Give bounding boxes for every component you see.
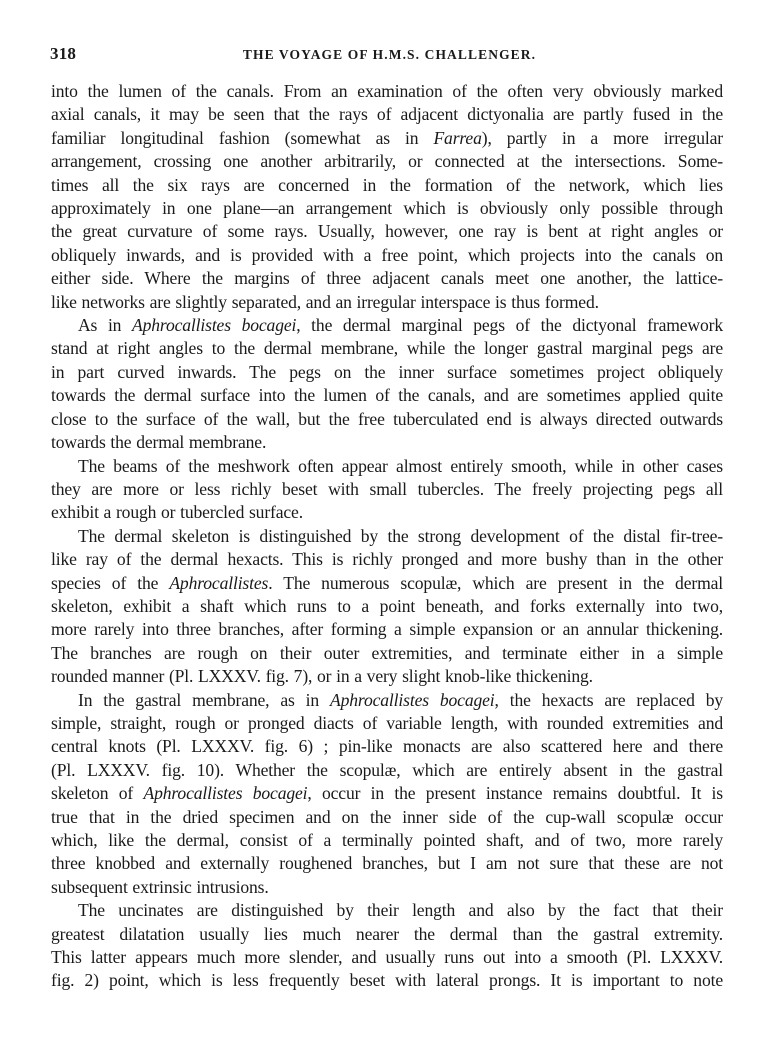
text-line xyxy=(51,899,723,922)
paragraph xyxy=(51,80,723,314)
text-run: either side. Where the margins of three adjacent canals meet one another, the lattice- xyxy=(51,268,723,289)
text-run: ), partly in a more irregular xyxy=(481,127,723,148)
text-line xyxy=(51,689,723,712)
text-run: In the gastral membrane, as in xyxy=(78,689,331,710)
text-run: into the lumen of the canals. From an examination of the often very obviously marked xyxy=(51,81,723,101)
text-run: towards the dermal membrane. xyxy=(51,432,267,453)
text-run: the great curvature of some rays. Usually, however, one ray is bent at right angles or xyxy=(51,221,723,242)
text-run: This latter appears much more slender, and usually runs out into a smooth (Pl. LXXXV. xyxy=(51,947,723,968)
italic-taxon-name: Aphrocallistes xyxy=(169,572,269,593)
text-line xyxy=(51,572,723,595)
text-line xyxy=(51,150,723,173)
text-line xyxy=(51,501,723,524)
text-run: stand at right angles to the dermal membrane, while the longer gastral marginal pegs are xyxy=(51,338,723,359)
text-run: subsequent extrinsic intrusions. xyxy=(51,876,269,897)
text-run: fig. 2) point, which is less frequently beset with lateral prongs. It is important to note xyxy=(51,970,723,991)
text-line xyxy=(51,408,723,431)
text-line xyxy=(51,969,723,992)
paragraph xyxy=(51,314,723,454)
text-line xyxy=(51,431,723,454)
text-run: more rarely into three branches, after forming a simple expansion or an annular thickening. xyxy=(51,619,723,640)
paragraph xyxy=(51,455,723,525)
text-run: like ray of the dermal hexacts. This is richly pronged and more bushy than in the other xyxy=(51,549,723,570)
page-number: 318 xyxy=(50,44,77,63)
text-line xyxy=(51,665,723,688)
text-line xyxy=(51,384,723,407)
text-line xyxy=(51,337,723,360)
text-line xyxy=(51,220,723,243)
text-line xyxy=(51,759,723,782)
text-line xyxy=(51,525,723,548)
text-line xyxy=(51,127,723,150)
text-line xyxy=(51,267,723,290)
text-run: times all the six rays are concerned in the formation of the network, which lies xyxy=(51,174,723,195)
text-run: axial canals, it may be seen that the rays of adjacent dictyonalia are partly fused in the xyxy=(51,104,723,125)
text-run: rounded manner (Pl. LXXXV. fig. 7), or in a very slight knob-like thickening. xyxy=(51,666,593,687)
text-run: which, like the dermal, consist of a terminally pointed shaft, and of two, more rarely xyxy=(51,830,723,850)
text-run: The branches are rough on their outer extremities, and terminate either in a simple xyxy=(51,642,723,663)
text-run: like networks are slightly separated, and an irregular interspace is thus formed. xyxy=(51,291,599,312)
paragraph xyxy=(51,689,723,900)
italic-taxon-name: Aphrocallistes bocagei xyxy=(132,315,297,336)
text-line xyxy=(51,712,723,735)
text-run: approximately in one plane—an arrangement which is obviously only possible through xyxy=(51,198,723,219)
text-line xyxy=(51,291,723,314)
text-run: species of the xyxy=(51,572,170,593)
text-line xyxy=(51,80,723,103)
text-run: in part curved inwards. The pegs on the inner surface sometimes project obliquely xyxy=(51,361,723,382)
text-run: , the dermal marginal pegs of the dictyonal framework xyxy=(296,315,723,336)
paragraph xyxy=(51,525,723,689)
text-line xyxy=(51,455,723,478)
italic-taxon-name: Farrea xyxy=(433,127,482,148)
text-run: familiar longitudinal fashion (somewhat as in xyxy=(51,127,434,148)
page-header xyxy=(50,44,723,66)
text-run: true that in the dried specimen and on the inner side of the cup-wall scopulæ occur xyxy=(51,806,723,827)
text-run: they are more or less richly beset with small tubercles. The freely projecting pegs all xyxy=(51,478,723,499)
italic-taxon-name: Aphrocallistes bocagei xyxy=(143,783,308,804)
body-text xyxy=(51,80,723,993)
text-run: , occur in the present instance remains doubtful. It is xyxy=(307,783,723,804)
text-run: three knobbed and externally roughened branches, but I am not sure that these are not xyxy=(51,853,723,874)
text-line xyxy=(51,103,723,126)
text-line xyxy=(51,361,723,384)
text-run: The beams of the meshwork often appear almost entirely smooth, while in other cases xyxy=(78,455,723,476)
text-run: The dermal skeleton is distinguished by the strong development of the distal fir-tree- xyxy=(78,525,723,546)
paragraph xyxy=(51,899,723,993)
running-title: THE VOYAGE OF H.M.S. CHALLENGER. xyxy=(242,47,537,62)
text-run: . The numerous scopulæ, which are present in the dermal xyxy=(268,572,724,593)
text-run: obliquely inwards, and is provided with a free point, which projects into the canals on xyxy=(51,244,723,265)
text-line xyxy=(51,618,723,641)
text-run: The uncinates are distinguished by their length and also by the fact that their xyxy=(78,900,723,921)
text-run: close to the surface of the wall, but the free tuberculated end is always directed outwards xyxy=(51,408,723,429)
text-line xyxy=(51,642,723,665)
text-line xyxy=(51,314,723,337)
text-line xyxy=(51,923,723,946)
text-line xyxy=(51,595,723,618)
text-run: greatest dilatation usually lies much nearer the dermal than the gastral extremity. xyxy=(51,923,723,944)
text-line xyxy=(51,244,723,267)
text-run: central knots (Pl. LXXXV. fig. 6) ; pin-like monacts are also scattered here and there xyxy=(51,736,723,757)
text-line xyxy=(51,782,723,805)
text-run: simple, straight, rough or pronged diacts of variable length, with rounded extremities and xyxy=(51,712,723,733)
text-run: As in xyxy=(78,315,133,336)
text-line xyxy=(51,876,723,899)
text-run: arrangement, crossing one another arbitrarily, or connected at the intersections. Some- xyxy=(51,151,723,172)
text-line xyxy=(51,478,723,501)
text-line xyxy=(51,852,723,875)
text-run: towards the dermal surface into the lumen of the canals, and are sometimes applied quite xyxy=(51,385,723,406)
text-line xyxy=(51,735,723,758)
text-line xyxy=(51,946,723,969)
text-line xyxy=(51,197,723,220)
text-line xyxy=(51,174,723,197)
text-run: , the hexacts are replaced by xyxy=(494,689,724,710)
text-run: skeleton, exhibit a shaft which runs to a point beneath, and forks externally into two, xyxy=(51,595,723,616)
text-run: skeleton of xyxy=(51,783,144,804)
text-run: exhibit a rough or tubercled surface. xyxy=(51,502,303,523)
italic-taxon-name: Aphrocallistes bocagei xyxy=(330,689,495,710)
text-line xyxy=(51,829,723,852)
text-run: (Pl. LXXXV. fig. 10). Whether the scopulæ, which are entirely absent in the gastral xyxy=(51,759,723,780)
text-line xyxy=(51,806,723,829)
text-line xyxy=(51,548,723,571)
